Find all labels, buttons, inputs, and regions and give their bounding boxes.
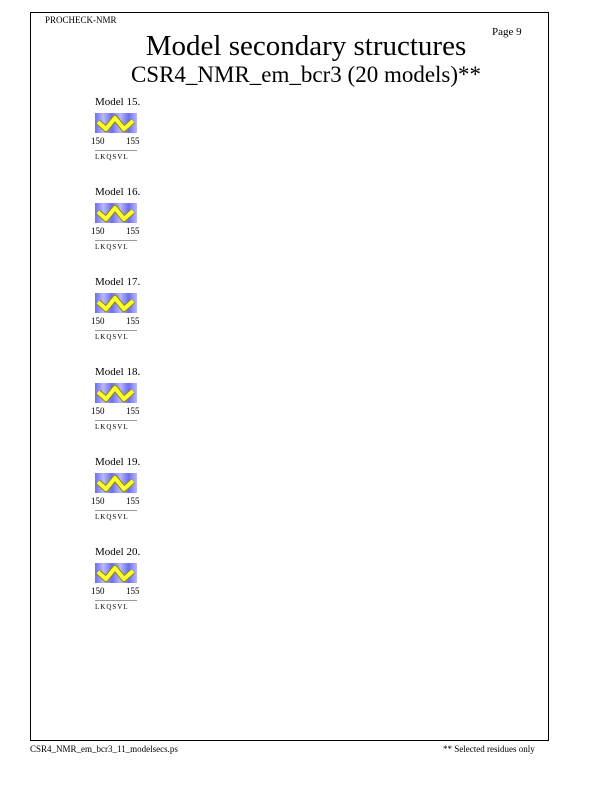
model-block	[91, 546, 175, 626]
sequence-rule	[95, 600, 137, 601]
residue-start: 150	[91, 406, 105, 416]
model-label: Model 20.	[95, 546, 141, 558]
helix-strip	[95, 383, 137, 403]
residue-sequence: LKQSVL	[95, 333, 129, 341]
page-subtitle: CSR4_NMR_em_bcr3 (20 models)**	[130, 62, 482, 87]
helix-strip	[95, 473, 137, 493]
model-block	[91, 96, 175, 176]
residue-end: 155	[126, 226, 140, 236]
app-label: PROCHECK-NMR	[45, 15, 117, 25]
residue-start: 150	[91, 586, 105, 596]
helix-strip	[95, 113, 137, 133]
sequence-rule	[95, 330, 137, 331]
sequence-rule	[95, 240, 137, 241]
sequence-rule	[95, 150, 137, 151]
model-block	[91, 456, 175, 536]
residue-sequence: LKQSVL	[95, 423, 129, 431]
residue-sequence: LKQSVL	[95, 513, 129, 521]
residue-start: 150	[91, 226, 105, 236]
page-number: Page 9	[492, 26, 522, 38]
sequence-rule	[95, 420, 137, 421]
residue-end: 155	[126, 496, 140, 506]
page-title: Model secondary structures	[145, 30, 467, 62]
model-label: Model 19.	[95, 456, 141, 468]
model-block	[91, 366, 175, 446]
residue-end: 155	[126, 586, 140, 596]
helix-strip	[95, 293, 137, 313]
residue-start: 150	[91, 136, 105, 146]
model-block	[91, 186, 175, 266]
model-label: Model 16.	[95, 186, 141, 198]
model-label: Model 18.	[95, 366, 141, 378]
residue-sequence: LKQSVL	[95, 153, 129, 161]
residue-end: 155	[126, 136, 140, 146]
residue-start: 150	[91, 496, 105, 506]
helix-strip	[95, 203, 137, 223]
residue-end: 155	[126, 406, 140, 416]
footer-filename: CSR4_NMR_em_bcr3_11_modelsecs.ps	[30, 744, 178, 754]
model-block	[91, 276, 175, 356]
sequence-rule	[95, 510, 137, 511]
residue-end: 155	[126, 316, 140, 326]
residue-start: 150	[91, 316, 105, 326]
residue-sequence: LKQSVL	[95, 603, 129, 611]
model-label: Model 17.	[95, 276, 141, 288]
residue-sequence: LKQSVL	[95, 243, 129, 251]
model-label: Model 15.	[95, 96, 141, 108]
footer-note: ** Selected residues only	[443, 744, 535, 754]
helix-strip	[95, 563, 137, 583]
